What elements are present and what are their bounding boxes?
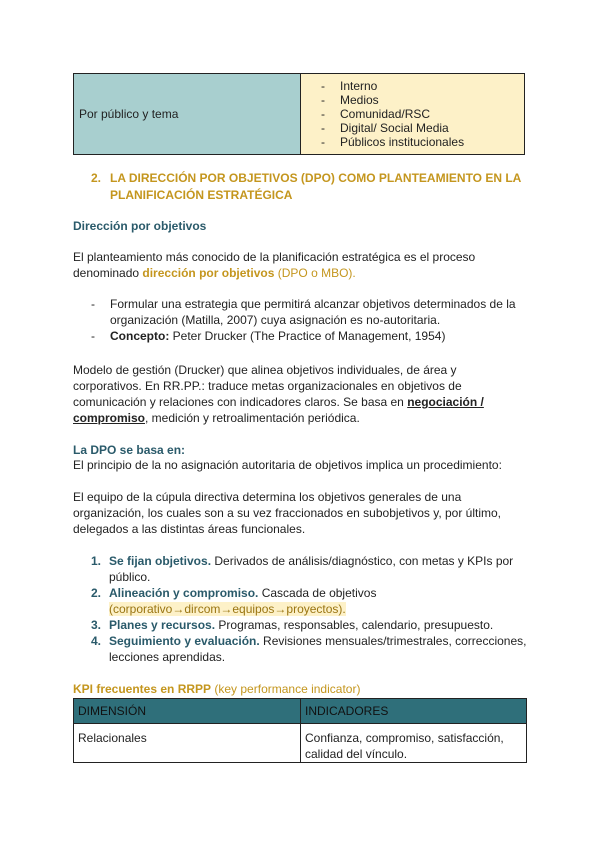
dpo-bullets [91, 296, 531, 344]
list-item: - Públicos institucionales [321, 135, 465, 149]
audience-table-items-cell [301, 74, 524, 154]
cell-indicators: Confianza, compromiso, satisfacción, calidad del vínculo. [305, 731, 504, 761]
section-heading [91, 170, 531, 204]
audience-table-label-cell [74, 74, 301, 154]
audience-table-label: Por público y tema [79, 107, 179, 121]
column-header-dimension: DIMENSIÓN [74, 699, 301, 723]
kpi-heading: KPI frecuentes en RRPP (key performance indicator) [73, 682, 361, 696]
list-item: - Formular una estrategia que permitirá alcanzar objetivos determinados de la organización (Matilla, 2007) cuya asignación es no-autoritaria. [91, 297, 516, 327]
list-item: 3. Planes y recursos. Programas, responsables, calendario, presupuesto. [91, 618, 494, 632]
dpo-intro: El planteamiento más conocido de la planificación estratégica es el proceso denominado dirección por objetivos (DPO o MBO). [73, 250, 476, 280]
list-item: 1. Se fijan objetivos. Derivados de análisis/diagnóstico, con metas y KPIs por público. [91, 554, 514, 584]
list-item: - Medios [321, 93, 379, 107]
steps-list [91, 553, 531, 665]
list-item: - Interno [321, 79, 378, 93]
table-row [74, 724, 526, 762]
base-line: El principio de la no asignación autoritaria de objetivos implica un procedimiento: [73, 458, 502, 472]
list-item: - Digital/ Social Media [321, 121, 449, 135]
dpo-model-paragraph: Modelo de gestión (Drucker) que alinea objetivos individuales, de área y corporativos. En RR.PP.: traduce metas organizacionales en objetivos de comunicación y relaciones con indicadores claros. Se basa en negociación / compromiso, medición y retroalimentación periódica. [73, 363, 484, 425]
audience-table [73, 73, 525, 155]
column-header-indicators: INDICADORES [305, 704, 389, 718]
section-title: LA DIRECCIÓN POR OBJETIVOS (DPO) COMO PLANTEAMIENTO EN LA PLANIFICACIÓN ESTRATÉGICA [110, 171, 521, 202]
highlighted-text: (corporativo→dircom→equipos→proyectos). [109, 602, 346, 616]
dpo-term: dirección por objetivos [142, 266, 275, 280]
dpo-heading: Dirección por objetivos [73, 219, 207, 233]
cell-dimension: Relacionales [74, 724, 301, 762]
list-item: 4. Seguimiento y evaluación. Revisiones mensuales/trimestrales, correcciones, lecciones aprendidas. [91, 634, 527, 664]
table-header-row [74, 699, 526, 724]
base-heading: La DPO se basa en: [73, 443, 186, 457]
list-item: - Comunidad/RSC [321, 107, 431, 121]
base-paragraph: El equipo de la cúpula directiva determina los objetivos generales de una organización, los cuales son a su vez fraccionados en subobjetivos y, por último, delegados a las distintas áreas funcionales. [73, 490, 502, 536]
list-item: 2. Alineación y compromiso. Cascada de objetivos (corporativo→dircom→equipos→proyectos). [91, 586, 377, 616]
list-item: - Concepto: Peter Drucker (The Practice of Management, 1954) [91, 329, 446, 343]
section-number: 2. [91, 171, 102, 185]
kpi-table [73, 698, 527, 763]
